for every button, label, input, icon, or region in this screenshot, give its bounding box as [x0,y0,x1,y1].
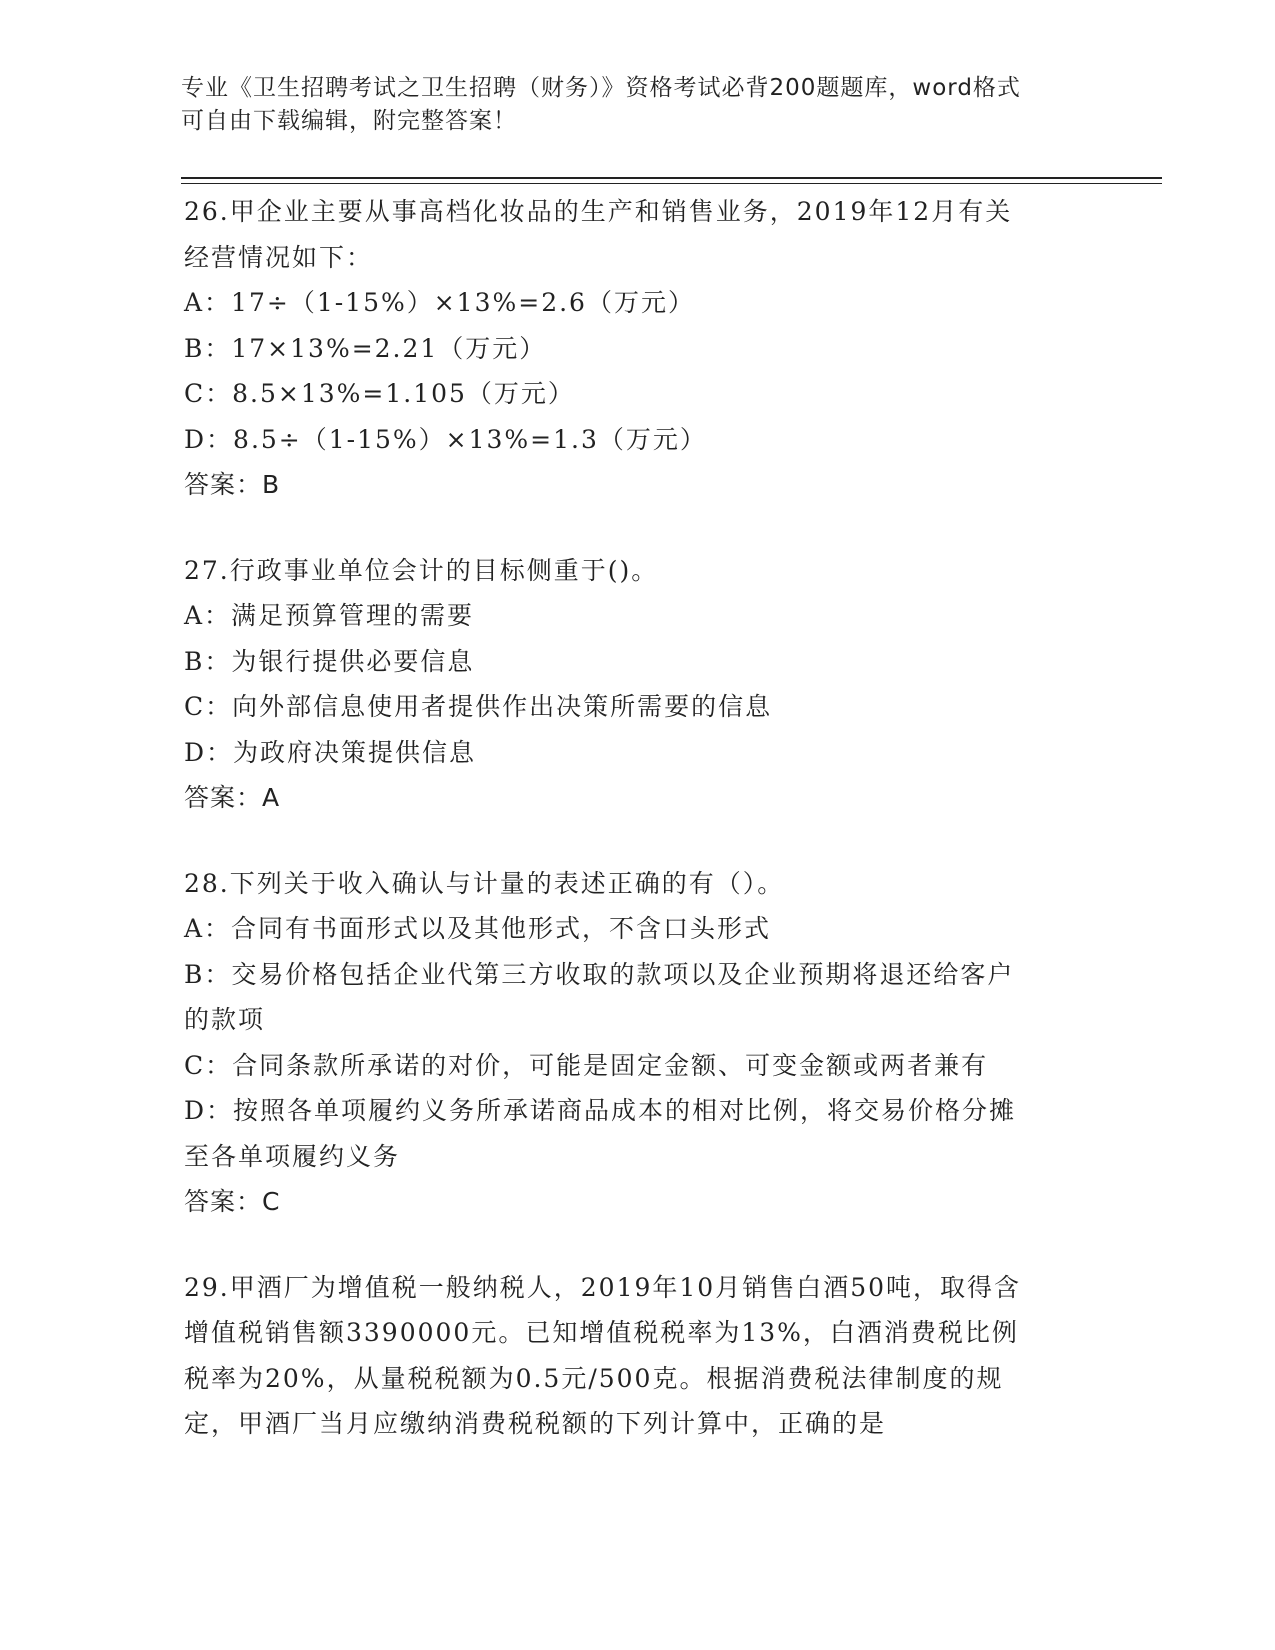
option-b-line: B：17×13%=2.21（万元） [184,333,547,363]
question-stem-line: 税率为20%，从量税税额为0.5元/500克。根据消费税法律制度的规 [184,1363,1004,1393]
question-block [184,548,1084,821]
option-d-line: D：按照各单项履约义务所承诺商品成本的相对比例，将交易价格分摊 [184,1096,1017,1125]
option-a-line: A：合同有书面形式以及其他形式，不含口头形式 [184,914,772,943]
question-stem-line: 经营情况如下： [184,242,374,272]
option-c-line: C：8.5×13%=1.105（万元） [184,379,575,408]
option-b-line: B：交易价格包括企业代第三方收取的款项以及企业预期将退还给客户 [184,959,1015,989]
option-b-line: B：为银行提供必要信息 [184,646,475,676]
question-spacer [184,508,1084,548]
option-a-line: A：满足预算管理的需要 [184,601,475,630]
question-stem-line: 27.行政事业单位会计的目标侧重于()。 [184,555,659,585]
document-header [181,72,1061,138]
answer-label: 答案：C [184,1187,281,1216]
question-spacer [184,821,1084,861]
question-block [184,189,1084,508]
question-block [184,1265,1084,1447]
option-c-line: C：向外部信息使用者提供作出决策所需要的信息 [184,692,773,721]
question-stem-line: 增值税销售额3390000元。已知增值税税率为13%，白酒消费税比例 [184,1318,1019,1347]
question-stem-line: 26.甲企业主要从事高档化妆品的生产和销售业务，2019年12月有关 [184,197,1013,226]
option-c-line: C：合同条款所承诺的对价，可能是固定金额、可变金额或两者兼有 [184,1050,989,1080]
question-list [184,189,1084,1447]
option-b-line: 的款项 [184,1005,266,1034]
header-line-1: 专业《卫生招聘考试之卫生招聘（财务）》资格考试必背200题题库，word格式 [181,75,1021,101]
question-stem-line: 29.甲酒厂为增值税一般纳税人，2019年10月销售白酒50吨，取得含 [184,1272,1022,1302]
option-d-line: D：为政府决策提供信息 [184,737,477,767]
answer-label: 答案：B [184,470,281,499]
option-a-line: A：17÷（1-15%）×13%=2.6（万元） [184,288,695,317]
header-divider-thin [181,183,1162,184]
question-stem-line: 定，甲酒厂当月应缴纳消费税税额的下列计算中，正确的是 [184,1409,887,1438]
header-divider-thick [181,177,1162,179]
question-spacer [184,1225,1084,1265]
header-line-2: 可自由下载编辑，附完整答案！ [181,108,517,134]
question-block [184,861,1084,1225]
answer-label: 答案：A [184,783,281,812]
question-stem-line: 28.下列关于收入确认与计量的表述正确的有（）。 [184,868,785,898]
option-d-line: 至各单项履约义务 [184,1141,401,1171]
option-d-line: D：8.5÷（1-15%）×13%=1.3（万元） [184,424,707,454]
